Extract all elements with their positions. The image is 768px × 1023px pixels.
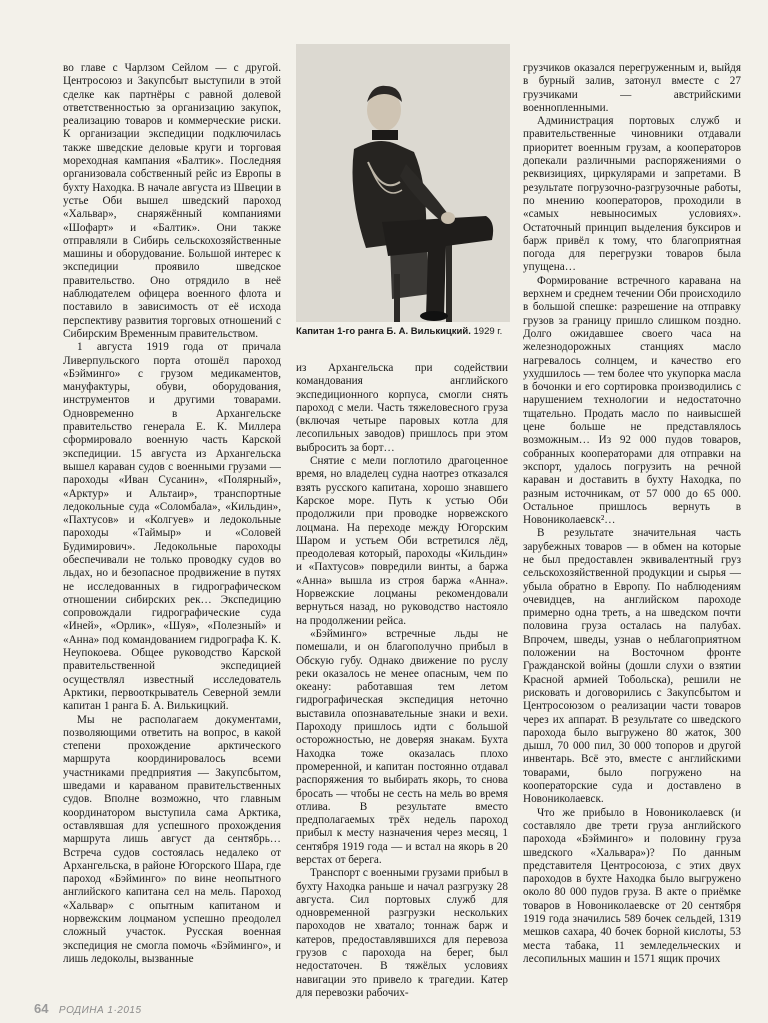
paragraph: грузчиков оказался перегруженным и, выйдя в бурный залив, затонул вместе с 27 грузчиками — австрийскими военнопленными. [523,62,741,114]
magazine-name: РОДИНА 1·2015 [58,1005,142,1016]
paragraph: во главе с Чарлзом Сейлом — с другой. Центросоюз и Закупсбыт выступили в этой сделке как партнёры с равной долевой ответственностью за организацию закупок, реализацию товаров и коммерческие риски. К организации экспедиции подключилась также шведские деловые круги и торговая мореходная кампания «Балтик». Последняя организовала собственный рейс из Европы в бухту Находка. В начале августа из Швеции в устье Оби вышел шведский пароход «Хальвар», снаряжённый компаниями «Шофарт» и «Балтик». Они также отправляли в Сибирь сельскохозяйственные машины и оборудование. Большой интерес к экспедиции проявило шведское правительство. Оно отрядило в неё наблюдателем офицера военного флота и поставило в зависимость от её исхода перспективу развития торговых отношений с Сибирским Временным правительством. [63,62,281,340]
portrait-photo [296,44,510,322]
paragraph: Снятие с мели поглотило драгоценное время, но владелец судна наотрез отказался взять русского капитана, хорошо знавшего Карское море. Путь к устью Оби продолжили при проводке норвежского лоцмана. На переходе между Югорским Шаром и устьем Оби встретился лёд, преодолевая который, пароходы «Кильдин» и «Пахтусов» повредили винты, а баржа «Анна» вышла из строя баржа «Анна». Норвежские лоцманы рекомендовали вернуться назад, но руководство настояло на продолжении рейса. [296,455,508,627]
page-footer [34,1000,142,1018]
portrait-illustration [296,44,510,322]
caption-title: Капитан 1-го ранга Б. А. Вилькицкий. [296,326,471,337]
paragraph: «Бэйминго» встречные льды не помешали, и он благополучно прибыл в Обскую губу. Однако движение по руслу реки оказалось не менее опасным, чем по океану: работавшая тем летом гидрографическая экспедиция неточно выставила опознавательные знаки и вехи. Пароходу пришлось идти с большой осторожностью, не доверяя знакам. Бухта Находка тоже оказалась плохо промеренной, и капитан постоянно отдавал распоряжения то выбирать якорь, то снова бросать — чтобы не сесть на мель во время отлива. В результате вместо предполагаемых трёх недель пароход прибыл к месту назначения через месяц, 1 сентября 1919 года — и встал на якорь в 20 верстах от берега. [296,627,508,866]
paragraph: из Архангельска при содействии командования английского экспедиционного корпуса, смогли снять пароход с мели. Часть тяжеловесного груза (включая четыре паровых котла для лесопильных заводов) пришлось при этом выбросить за борт… [296,362,508,454]
paragraph: Мы не располагаем документами, позволяющими ответить на вопрос, в какой степени прохождение арктического маршрута координировалось всеми участниками предприятия — Закупсбытом, шведами и караваном правительственных судов. Вполне возможно, что главным координатором выступила сама Арктика, оставлявшая для успешного прохождения маршрута лишь август да сентябрь… Встреча судов состоялась недалеко от Архангельска, в районе Югорского Шара, где пароход «Бэйминго» по вине неопытного английского капитана сел на мель. Пароход «Хальвар» с опытным капитаном и норвежским лоцманом успешно преодолел сложный участок. Русская военная экспедиция не смогла помочь «Бэймингo», и лишь ледоколы, вызванные [63,713,281,965]
page-number: 64 [34,1001,49,1016]
paragraph: В результате значительная часть зарубежных товаров — в обмен на которые не был предоставлен эквивалентный груз сельскохозяйственной продукции и сырья — убыла обратно в Европу. По наблюдениям очевидцев, на английском пароходе примерно одна треть, а на шведском почти половина груза осталась на палубах. Впрочем, шведы, узнав о неблагоприятном положении на Восточном фронте Гражданской войны (дошли слухи о взятии Красной армией Тобольска), решили не рисковать и договорились с Закупсбытом и Центросоюзом о реализации части товаров через их аппарат. В результате со шведского парохода было выгружено 80 жаток, 300 дышл, 70 000 пил, 30 000 топоров и другой инвентарь. Всё это, вместе с английскими товарами, было погружено на кооператорские суда и доставлено в Новониколаевск. [523,527,741,806]
photo-caption [296,326,510,338]
caption-year: 1929 г. [473,326,503,337]
paragraph: Что же прибыло в Новониколаевск (и составляло две трети груза английского парохода «Бэйминго» и половину груза шведского «Хальвара»)? По данным представителя Центросоюза, с этих двух пароходов в бухте Находка было выгружено около 80 000 пудов груза. В акте о приёмке товаров в Новониколаевске от 20 сентября 1919 года значились 589 бочек сельдей, 1319 мешков сахара, 40 бочек борной кислоты, 53 места табака, 11 земледельческих и лесопильных машин и 1571 ящик прочих [523,806,741,965]
paragraph: 1 августа 1919 года от причала Ливерпульского порта отошёл пароход «Бэйминго» с грузом медикаментов, мануфактуры, обуви, оборудования, инструментов и другими товарами. Одновременно в Архангельске правительство генерала Е. К. Миллера сформировало военную часть Карской экспедиции. 15 августа из Архангельска вышел караван судов с военными грузами — пароходы «Иван Сусанин», «Полярный», «Арктур» и Альтаир», транспортные ледокольные суда «Соломбала», «Кильдин», «Пахтусов» и «Колгуев» и ледокольные пароходы «Таймыр» и «Соловей Будимирович». Ледокольные пароходы обеспечивали не только проводку судов во льдах, но и безопасное продвижение в путях не исследованных в гидрографическом отношении сибирских рек… Экспедицию сопровождали гидрографические суда «Иней», «Орлик», «Шуя», «Полезный» и «Анна» под командованием гидрографа К. К. Неупокоева. Общее руководство Карской правительственной экспедицией осуществлял известный исследователь Арктики, первооткрыватель Северной земли капитан 1 ранга Б. А. Вилькицкий. [63,341,281,713]
text-column-3 [523,62,741,1007]
paragraph: Транспорт с военными грузами прибыл в бухту Находка раньше и начал разгрузку 28 августа. Сил портовых служб для одновременной разгрузки нескольких пароходов не хватало; тоннаж барж и катеров, предоставлявшихся для перевоза грузов с парохода на берег, был недостаточен. В тяжёлых условиях навигации это привело к трагедии. Катер для перевозки рабочих- [296,867,508,999]
paragraph: Администрация портовых служб и правительственные чиновники отдавали приоритет военным грузам, а кооператоров допекали различными распоряжениями о реквизициях, циркулярами и запретами. В результате погрузочно-разгрузочные работы, по мнению кооператоров, проходили в «самых невыносимых условиях». Остаточный принцип выделения буксиров и барж привёл к тому, что благоприятная погода для перегрузки товаров была упущена… [523,115,741,274]
text-column-1 [63,62,281,1007]
paragraph: Формирование встречного каравана на верхнем и среднем течении Оби происходило в большой спешке: разрешение на отправку грузов за границу пришло слишком поздно. Долго ожидавшее своего часа на железнодорожных станциях масло нагревалось солнцем, и качество его ухудшилось — тем более что укупорка масла в бочонки и его сортировка производились с нарушением технологии и недостаточно тщательно. Продать масло по наивысшей цене больше не представлялось возможным… Из 92 000 пудов товаров, собранных кооператорами для отправки на экспорт, удалось погрузить на речной караван и доставить в бухту Находка, по разным источникам, от 57 000 до 65 000. Остальное пришлось вернуть в Новониколаевск²… [523,274,741,527]
text-column-2 [296,362,508,1008]
